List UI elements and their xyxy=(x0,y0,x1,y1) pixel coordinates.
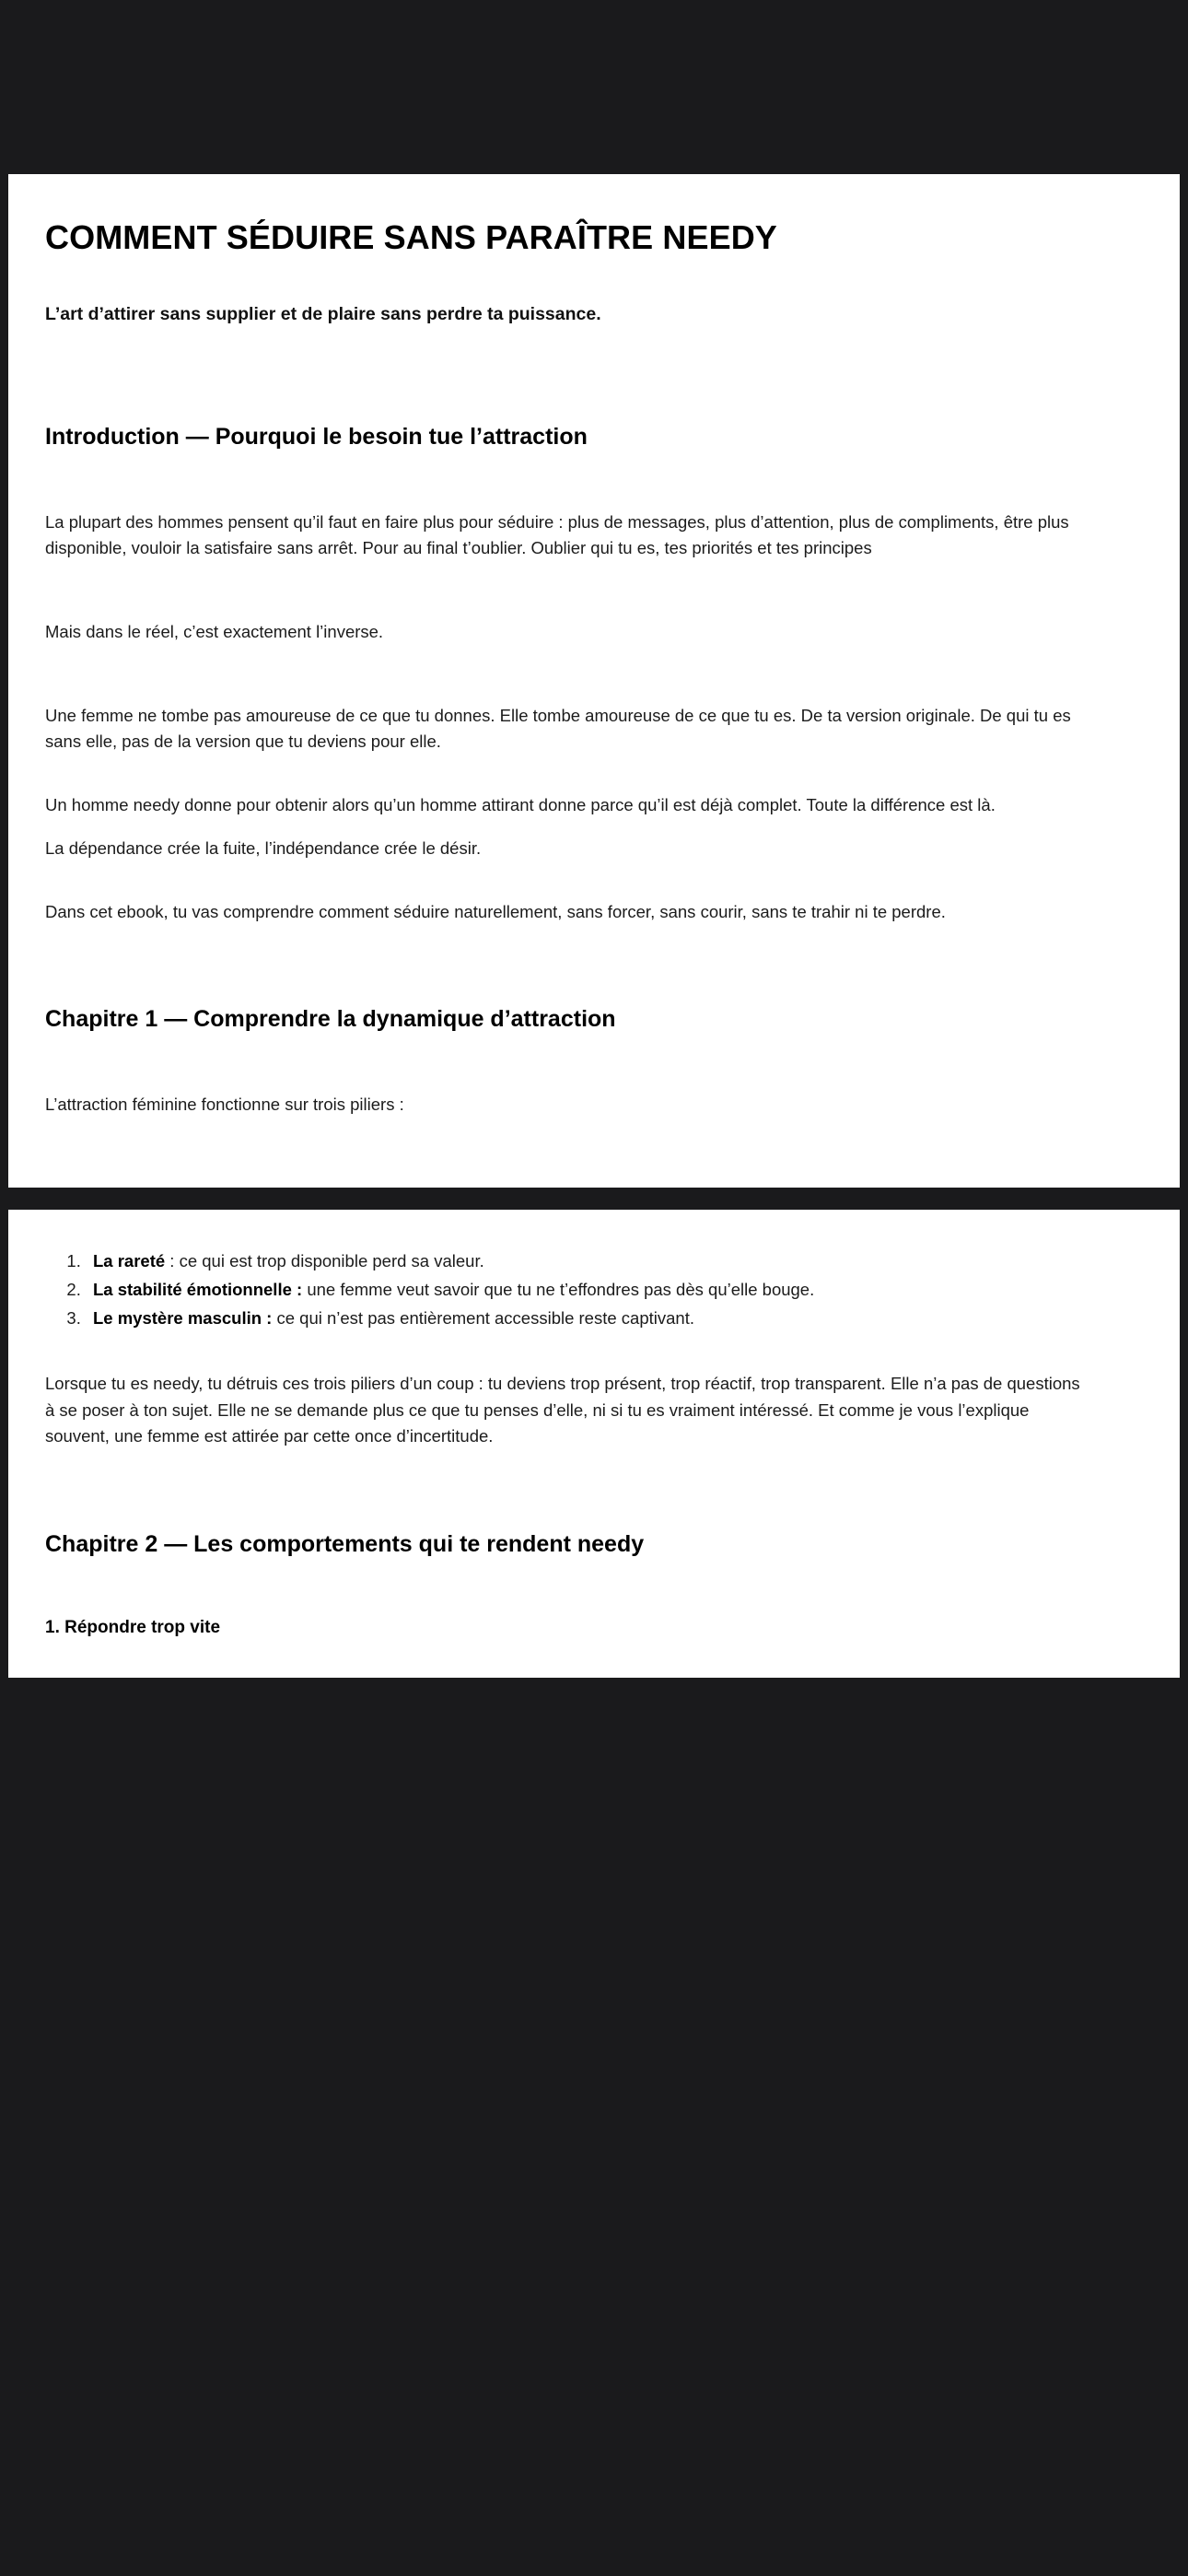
spacer xyxy=(45,755,1143,792)
document-page-1 xyxy=(8,174,1180,1188)
pillar-label: La stabilité émotionnelle : xyxy=(93,1280,303,1300)
pillars-list xyxy=(86,1248,1099,1332)
paragraph-intro-6: Dans cet ebook, tu vas comprendre comment séduire naturellement, sans forcer, sans courir, sans te trahir ni te perdre. xyxy=(45,901,946,921)
spacer xyxy=(45,819,1143,836)
page-break-gap xyxy=(0,1188,1188,1210)
heading-chapitre-2: Chapitre 2 — Les comportements qui te rendent needy xyxy=(45,1530,645,1557)
paragraph-intro-3: Une femme ne tombe pas amoureuse de ce que tu donnes. Elle tombe amoureuse de ce que tu es. De ta version originale. De qui tu es sans elle, pas de la version que tu deviens pour elle. xyxy=(45,705,1071,752)
page-title: COMMENT SÉDUIRE SANS PARAÎTRE NEEDY xyxy=(45,218,777,256)
viewer-top-chrome xyxy=(0,0,1188,174)
pillar-text: ce qui n’est pas entièrement accessible reste captivant. xyxy=(272,1308,694,1329)
paragraph-chapitre-1-intro: L’attraction féminine fonctionne sur trois piliers : xyxy=(45,1094,404,1114)
list-item xyxy=(86,1306,1099,1332)
spacer xyxy=(45,452,1143,509)
document-subtitle: L’art d’attirer sans supplier et de plaire sans perdre ta puissance. xyxy=(45,304,601,324)
spacer xyxy=(45,1035,1143,1092)
pillar-label: Le mystère masculin : xyxy=(93,1308,273,1329)
pillar-text: une femme veut savoir que tu ne t’effondres pas dès qu’elle bouge. xyxy=(302,1280,815,1300)
subheading-repondre-trop-vite: 1. Répondre trop vite xyxy=(45,1618,221,1638)
spacer xyxy=(45,562,1143,619)
list-item xyxy=(86,1277,1099,1304)
spacer xyxy=(45,1450,1143,1529)
heading-introduction: Introduction — Pourquoi le besoin tue l’attraction xyxy=(45,424,588,451)
spacer xyxy=(45,862,1143,899)
paragraph-intro-2: Mais dans le réel, c’est exactement l’inverse. xyxy=(45,622,384,642)
pillar-label: La rareté xyxy=(93,1251,166,1271)
spacer xyxy=(45,1559,1143,1616)
list-item xyxy=(86,1248,1099,1275)
spacer xyxy=(45,925,1143,1004)
document-page-2 xyxy=(8,1210,1180,1678)
paragraph-intro-1: La plupart des hommes pensent qu’il faut en faire plus pour séduire : plus de messages, plus d’attention, plus de compliments, être plus disponible, vouloir la satisfaire sans arrêt. Pour au final t’oublier. Oublier qui tu es, tes priorités et tes principes xyxy=(45,511,1069,558)
pillar-text: : ce qui est trop disponible perd sa valeur. xyxy=(165,1251,484,1271)
paragraph-after-pillars: Lorsque tu es needy, tu détruis ces trois piliers d’un coup : tu deviens trop présent, trop réactif, trop transparent. Elle n’a pas de questions à se poser à ton sujet. Elle ne se demande plus ce que tu penses d’elle, ni si tu es vraiment intéressé. Et comme je vous l’explique souvent, une femme est attirée par cette once d’incertitude. xyxy=(45,1373,1080,1446)
paragraph-intro-4: Un homme needy donne pour obtenir alors qu’un homme attirant donne parce qu’il est déjà complet. Toute la différence est là. xyxy=(45,795,996,815)
spacer xyxy=(45,646,1143,703)
spacer xyxy=(45,1334,1143,1371)
paragraph-intro-5: La dépendance crée la fuite, l’indépendance crée le désir. xyxy=(45,837,482,858)
spacer xyxy=(45,1118,1143,1162)
heading-chapitre-1: Chapitre 1 — Comprendre la dynamique d’attraction xyxy=(45,1006,616,1033)
